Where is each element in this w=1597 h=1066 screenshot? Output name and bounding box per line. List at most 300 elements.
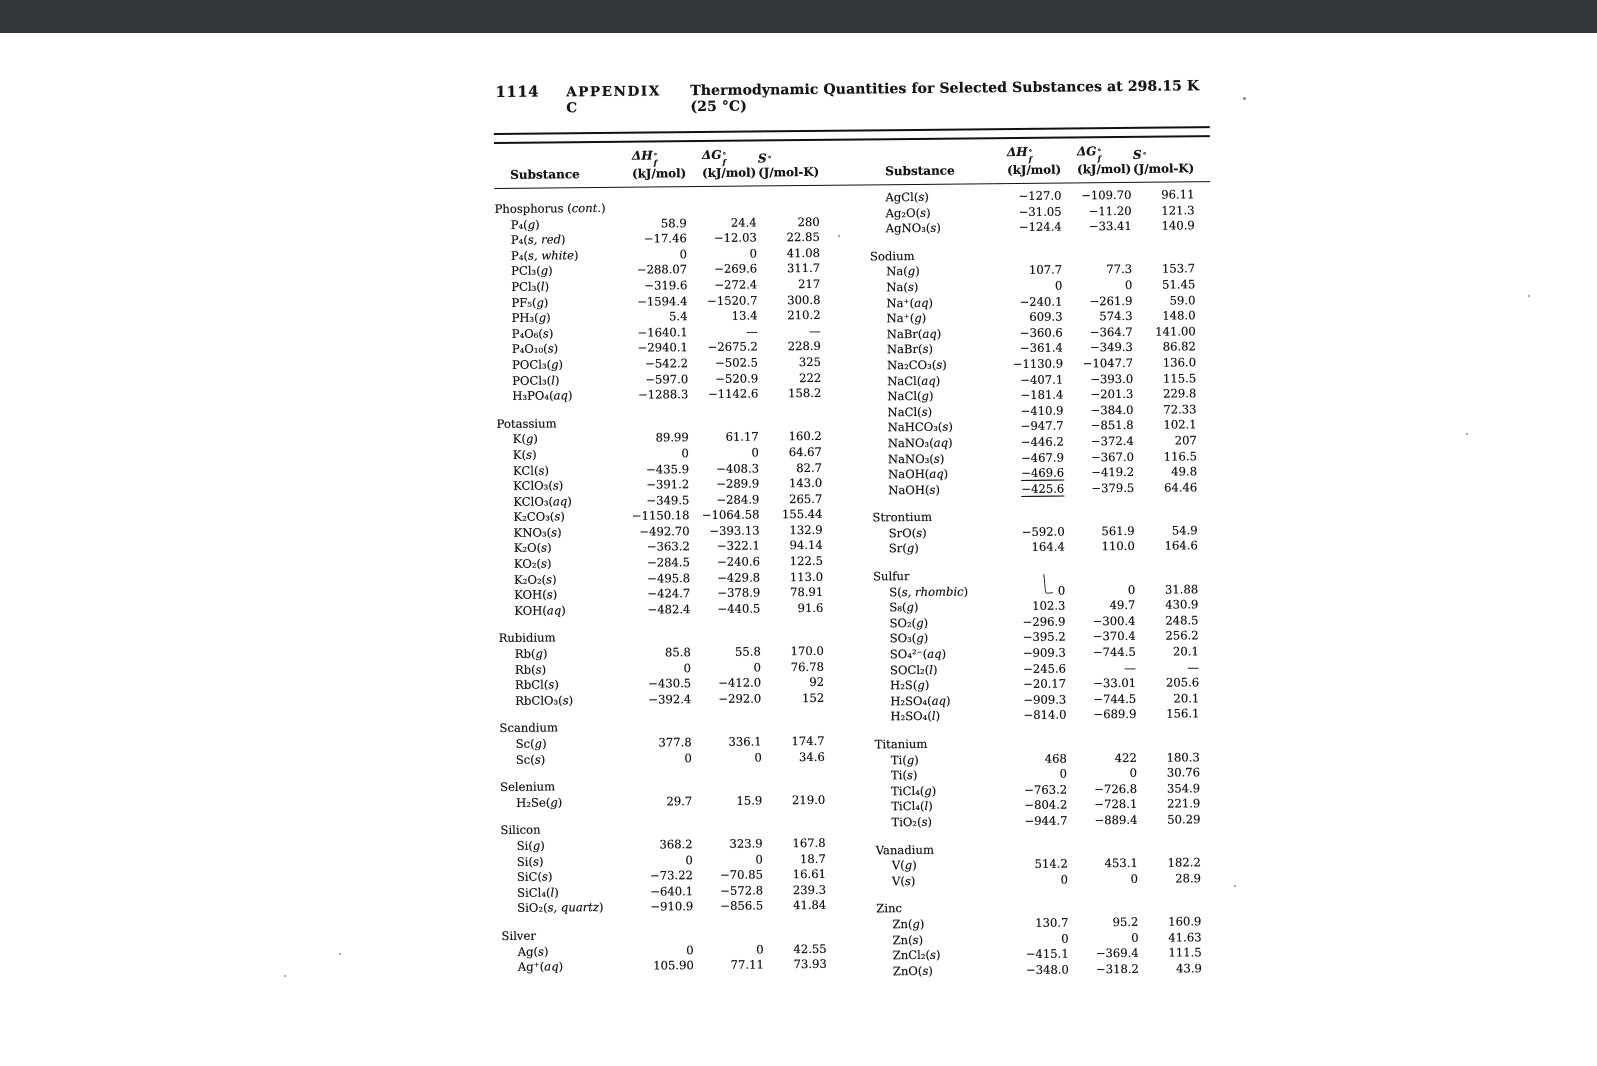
section-rows — [873, 523, 1207, 557]
section-rows — [500, 734, 834, 768]
delta-h-cell: −1594.4 — [637, 293, 688, 309]
entropy-cell: 222 — [798, 370, 822, 385]
entropy-cell: 207 — [1174, 433, 1197, 448]
substance-cell: SiCl₄(l) — [517, 885, 559, 900]
delta-g-cell: −240.6 — [716, 554, 761, 569]
entropy-cell: 256.2 — [1165, 628, 1199, 644]
delta-g-cell: −744.5 — [1092, 644, 1136, 660]
delta-h-cell: −391.2 — [646, 477, 690, 492]
column-unit: (J/mol-K) — [758, 164, 820, 180]
entropy-cell: 73.93 — [793, 956, 827, 972]
substance-cell: NaNO₃(aq) — [887, 435, 953, 451]
table-header-left-half — [494, 148, 828, 183]
delta-h-cell: −1150.18 — [631, 508, 690, 523]
delta-g-cell: 77.3 — [1106, 262, 1133, 277]
delta-h-cell: −360.6 — [1019, 325, 1063, 340]
entropy-cell: 217 — [798, 276, 821, 292]
delta-h-cell: −495.8 — [647, 570, 691, 586]
table-row — [501, 898, 835, 917]
delta-g-cell: −318.2 — [1095, 961, 1139, 976]
delta-g-cell: −292.0 — [718, 691, 762, 706]
delta-g-cell: −272.4 — [714, 277, 758, 292]
table-row — [874, 707, 1208, 726]
section-header: Strontium — [872, 510, 933, 525]
delta-g-cell: −369.4 — [1095, 945, 1139, 961]
delta-g-cell: 0 — [755, 852, 763, 867]
entropy-cell: 221.9 — [1167, 796, 1201, 811]
entropy-cell: 228.9 — [787, 339, 821, 354]
delta-h-cell: −363.2 — [646, 539, 690, 555]
delta-h-cell: −410.9 — [1020, 403, 1064, 418]
delta-h-cell: −947.7 — [1020, 418, 1064, 434]
section-rows — [876, 914, 1211, 980]
entropy-cell: 164.6 — [1164, 538, 1198, 554]
substance-cell: K₂O(s) — [513, 540, 552, 556]
delta-g-cell: −856.5 — [720, 898, 764, 914]
delta-g-cell: 0 — [749, 246, 758, 261]
delta-h-cell: −910.9 — [650, 899, 694, 914]
entropy-cell: — — [809, 323, 821, 338]
substance-cell: RbCl(s) — [515, 677, 559, 693]
entropy-cell: 102.1 — [1163, 417, 1197, 432]
delta-h-cell: −1640.1 — [637, 324, 688, 340]
delta-g-cell: −408.3 — [716, 460, 760, 476]
entropy-cell: 64.67 — [788, 444, 822, 460]
table-section — [500, 820, 835, 917]
delta-h-cell: −73.22 — [649, 868, 694, 883]
entropy-cell: 82.7 — [796, 460, 823, 475]
table-header-row — [494, 137, 1210, 184]
substance-cell: K(g) — [512, 431, 538, 447]
delta-h-cell: 0 — [683, 660, 692, 675]
entropy-cell: 280 — [797, 214, 820, 229]
substance-cell: POCl₃(g) — [511, 357, 564, 372]
substance-cell: PCl₃(l) — [511, 279, 550, 294]
delta-h-cell: 0 — [679, 246, 688, 262]
entropy-cell: 76.78 — [790, 659, 825, 674]
entropy-cell: 96.11 — [1161, 187, 1195, 202]
column-header-substance: Substance — [885, 163, 955, 179]
substance-cell: KOH(s) — [514, 587, 558, 603]
entropy-cell: 160.9 — [1168, 914, 1202, 929]
substance-cell: NaCl(g) — [887, 388, 934, 404]
delta-h-cell: 29.7 — [666, 793, 693, 809]
delta-h-cell: 0 — [1061, 931, 1069, 946]
substance-cell: P₄O₁₀(s) — [511, 341, 559, 357]
delta-g-cell: — — [746, 324, 758, 339]
delta-h-cell: 0 — [685, 852, 693, 867]
entropy-cell: 78.91 — [789, 585, 824, 600]
delta-g-cell: −851.8 — [1090, 418, 1134, 433]
table-row — [502, 957, 836, 976]
entropy-cell: 219.0 — [791, 792, 826, 807]
delta-g-cell: −726.8 — [1094, 781, 1138, 797]
entropy-cell: 64.46 — [1163, 479, 1198, 495]
delta-g-cell: −572.8 — [720, 883, 764, 898]
delta-g-cell: 0 — [1131, 930, 1139, 945]
delta-g-cell: 15.9 — [736, 793, 763, 808]
section-rows — [873, 582, 1208, 726]
entropy-cell: 354.9 — [1166, 781, 1201, 796]
delta-h-cell: −415.1 — [1025, 946, 1069, 962]
delta-h-cell: 58.9 — [660, 215, 687, 230]
page-title: Thermodynamic Quantities for Selected Substances at 298.15 K (25 °C) — [690, 78, 1200, 116]
entropy-cell: 160.2 — [788, 429, 822, 444]
substance-cell: Zn(g) — [892, 916, 925, 932]
table-section — [869, 187, 1203, 237]
entropy-cell: 30.76 — [1166, 765, 1201, 780]
delta-g-cell: 323.9 — [729, 836, 763, 851]
delta-g-cell: 0 — [1127, 582, 1136, 597]
table-section — [870, 246, 1206, 499]
column-unit: (J/mol-K) — [1133, 161, 1195, 176]
delta-h-cell: 102.3 — [1032, 598, 1066, 614]
delta-g-cell: 574.3 — [1099, 309, 1133, 324]
table-right-column — [869, 187, 1211, 979]
table-body — [494, 187, 1218, 983]
entropy-cell: 50.29 — [1167, 812, 1201, 827]
entropy-cell: 113.0 — [789, 569, 824, 584]
section-header: Titanium — [874, 736, 928, 752]
entropy-cell: 140.9 — [1161, 218, 1195, 233]
entropy-cell: 72.33 — [1163, 401, 1197, 417]
delta-g-cell: 0 — [751, 445, 759, 460]
delta-g-cell: −384.0 — [1090, 402, 1134, 418]
delta-g-cell: — — [1124, 660, 1137, 675]
entropy-cell: 182.2 — [1167, 855, 1201, 870]
delta-g-cell: 0 — [753, 660, 762, 675]
substance-cell: S₈(g) — [889, 600, 919, 615]
substance-cell: Ti(s) — [890, 768, 918, 783]
delta-h-cell: 0 — [1054, 278, 1063, 293]
column-unit: (kJ/mol) — [1007, 162, 1062, 178]
column-unit: (kJ/mol) — [632, 166, 687, 181]
entropy-cell: 20.1 — [1173, 691, 1200, 706]
delta-g-cell: −412.0 — [718, 675, 762, 691]
column-header-delta-h: ΔH ° f (kJ/mol) — [1006, 144, 1062, 178]
table-row — [499, 691, 833, 710]
substance-cell: H₃PO₄(aq) — [512, 388, 573, 403]
section-header: Sodium — [869, 248, 915, 264]
column-header-substance: Substance — [510, 167, 580, 182]
substance-cell: Na⁺(aq) — [886, 295, 934, 310]
delta-g-cell: −393.13 — [709, 523, 760, 538]
substance-cell: TiO₂(s) — [891, 814, 933, 830]
entropy-cell: 34.6 — [798, 749, 825, 764]
delta-g-cell: 0 — [1129, 766, 1138, 781]
substance-cell: NaHCO₃(s) — [887, 419, 953, 435]
section-rows — [499, 644, 834, 710]
table-row — [872, 480, 1206, 499]
substance-cell: KOH(aq) — [514, 603, 566, 618]
substance-cell: Na₂CO₃(s) — [886, 357, 947, 373]
delta-h-cell: 89.99 — [655, 430, 689, 445]
section-header: Phosphorus (cont.) — [494, 200, 606, 216]
entropy-cell: 248.5 — [1165, 613, 1199, 628]
substance-cell: V(s) — [891, 873, 916, 888]
entropy-cell: 92 — [809, 675, 825, 690]
substance-cell: KClO₃(s) — [513, 478, 564, 493]
substance-cell: NaCl(aq) — [887, 373, 941, 388]
table-section — [499, 628, 834, 709]
substance-cell: Na⁺(g) — [886, 311, 927, 326]
delta-h-cell: −435.9 — [646, 461, 690, 477]
entropy-cell: 42.55 — [793, 941, 827, 956]
delta-h-cell: 0 — [686, 942, 694, 957]
entropy-cell: 170.0 — [790, 643, 824, 659]
delta-g-cell: −520.9 — [715, 371, 759, 386]
section-rows — [875, 750, 1210, 831]
delta-h-cell: −288.07 — [636, 262, 688, 278]
delta-h-cell: 0 — [1059, 766, 1068, 781]
table-row — [500, 749, 834, 768]
table-section — [501, 926, 835, 976]
delta-h-cell: −944.7 — [1024, 813, 1068, 828]
entropy-cell: 51.45 — [1162, 277, 1196, 292]
scan-speck — [1234, 885, 1236, 887]
scan-speck — [339, 953, 341, 955]
delta-h-cell: −482.4 — [647, 601, 691, 617]
delta-h-cell: −31.05 — [1018, 204, 1062, 219]
delta-h-cell: 468 — [1044, 751, 1067, 766]
delta-g-cell: −1064.58 — [701, 507, 760, 523]
delta-h-cell: 514.2 — [1034, 856, 1068, 871]
table-section — [872, 507, 1206, 557]
delta-g-cell: −393.0 — [1090, 371, 1134, 386]
delta-h-cell: −395.2 — [1022, 629, 1066, 645]
substance-cell: S(s, rhombic) — [889, 584, 969, 599]
substance-cell: Ag₂O(s) — [885, 205, 931, 220]
section-rows — [870, 262, 1206, 499]
entropy-cell: 143.0 — [788, 475, 823, 491]
entropy-cell: 141.00 — [1155, 324, 1196, 339]
delta-h-cell: −469.6 — [1021, 465, 1065, 481]
entropy-cell: 167.8 — [792, 835, 826, 851]
entropy-cell: 54.9 — [1171, 523, 1198, 538]
delta-h-cell: −597.0 — [645, 371, 689, 387]
page-number: 1114 — [495, 82, 540, 101]
entropy-cell: 59.0 — [1169, 292, 1196, 308]
delta-g-cell: 0 — [754, 750, 762, 765]
entropy-cell: 20.1 — [1172, 644, 1199, 659]
delta-g-cell: −33.01 — [1093, 676, 1137, 691]
delta-g-cell: −379.5 — [1091, 480, 1135, 495]
delta-h-cell: 0 — [681, 446, 689, 461]
scan-speck — [284, 975, 286, 977]
entropy-cell: — — [1187, 659, 1200, 674]
delta-h-cell: −124.4 — [1018, 219, 1062, 235]
delta-h-cell: 164.4 — [1031, 540, 1065, 555]
delta-h-cell: −181.4 — [1020, 387, 1064, 403]
delta-h-cell: −814.0 — [1023, 707, 1067, 723]
section-header: Potassium — [496, 416, 557, 431]
delta-g-cell: 55.8 — [734, 644, 761, 659]
entropy-cell: 41.08 — [786, 245, 821, 260]
sup-sub-stack: ° f — [1097, 147, 1102, 163]
page-heading — [495, 76, 1209, 117]
delta-g-cell: 110.0 — [1101, 539, 1135, 554]
delta-g-cell: −12.03 — [713, 230, 757, 246]
entropy-cell: 16.61 — [792, 867, 827, 882]
entropy-cell: 300.8 — [787, 292, 821, 307]
delta-g-cell: 49.7 — [1109, 598, 1136, 613]
delta-g-cell: 77.11 — [730, 957, 764, 972]
table-row — [873, 539, 1207, 558]
entropy-cell: 155.44 — [781, 507, 823, 522]
table-header-right-half — [869, 144, 1203, 179]
delta-h-cell: 377.8 — [658, 735, 692, 750]
entropy-cell: 122.5 — [789, 553, 823, 569]
delta-g-cell: −284.9 — [716, 492, 760, 507]
section-rows — [502, 941, 836, 975]
substance-cell: Sr(g) — [888, 541, 919, 556]
substance-cell: SO₃(g) — [889, 631, 929, 646]
entropy-cell: 136.0 — [1162, 355, 1197, 370]
delta-h-cell: −492.70 — [639, 524, 690, 539]
delta-g-cell: 24.4 — [730, 215, 757, 230]
substance-cell: Rb(s) — [514, 662, 547, 677]
delta-h-cell: −245.6 — [1023, 661, 1067, 676]
section-header: Selenium — [500, 779, 556, 795]
delta-h-cell: 609.3 — [1029, 309, 1063, 325]
substance-cell: Ti(g) — [890, 752, 919, 767]
table-row — [876, 871, 1210, 890]
delta-g-cell: −349.3 — [1089, 340, 1133, 355]
table-row — [870, 218, 1204, 237]
entropy-cell: 91.6 — [797, 600, 824, 615]
delta-g-cell: −378.9 — [717, 585, 761, 601]
substance-cell: TiCl₄(l) — [891, 799, 933, 814]
section-rows — [497, 429, 833, 619]
substance-cell: SOCl₂(l) — [889, 662, 938, 677]
scan-speck — [1466, 433, 1468, 435]
delta-h-cell: −542.2 — [645, 356, 689, 371]
delta-h-cell: −284.5 — [646, 555, 691, 570]
scanned-sheet — [493, 76, 1218, 983]
entropy-cell: 153.7 — [1161, 261, 1196, 276]
delta-h-cell: 130.7 — [1035, 915, 1069, 930]
table-section — [873, 566, 1208, 725]
delta-g-cell: −440.5 — [717, 601, 761, 616]
delta-h-cell: −20.17 — [1023, 676, 1067, 692]
section-rows — [869, 187, 1203, 237]
entropy-cell: 115.5 — [1162, 370, 1197, 386]
delta-h-cell: −592.0 — [1021, 524, 1065, 539]
substance-cell: NaOH(s) — [888, 482, 941, 497]
delta-g-cell: 0 — [756, 941, 764, 957]
column-unit: (kJ/mol) — [1077, 161, 1132, 177]
table-section — [494, 199, 830, 405]
entropy-cell: 41.63 — [1168, 929, 1202, 945]
substance-cell: ZnCl₂(s) — [892, 947, 941, 963]
delta-h-cell: 105.90 — [653, 958, 694, 973]
entropy-cell: 22.85 — [786, 230, 820, 245]
section-header: Vanadium — [875, 842, 934, 857]
substance-cell: Si(g) — [516, 838, 545, 853]
entropy-cell: 156.1 — [1166, 706, 1200, 721]
entropy-cell: 31.88 — [1164, 581, 1199, 597]
delta-g-cell: −429.8 — [717, 570, 761, 585]
delta-h-cell: −349.5 — [646, 492, 690, 508]
substance-cell: NaBr(s) — [886, 342, 934, 357]
substance-cell: SO₄²⁻(aq) — [889, 646, 947, 662]
substance-cell: H₂Se(g) — [516, 795, 563, 810]
viewer-topbar — [0, 0, 1597, 33]
entropy-cell: 111.5 — [1168, 945, 1202, 960]
delta-h-cell: −640.1 — [650, 883, 694, 899]
delta-h-cell: 0 — [1003, 583, 1065, 599]
delta-g-cell: −1142.6 — [707, 386, 759, 402]
delta-h-cell: −1130.9 — [1012, 356, 1064, 371]
substance-cell: P₄(g) — [510, 217, 540, 232]
delta-h-cell: 107.7 — [1028, 262, 1063, 278]
delta-g-cell: −1047.7 — [1082, 355, 1134, 371]
delta-g-cell: 422 — [1114, 750, 1137, 765]
delta-g-cell: −70.85 — [719, 867, 764, 883]
delta-h-cell: 0 — [684, 750, 692, 765]
table-section — [875, 734, 1210, 831]
delta-h-cell: −17.46 — [643, 231, 687, 246]
section-header: Sulfur — [873, 569, 910, 584]
substance-cell: Zn(s) — [892, 932, 924, 947]
delta-g-cell: −689.9 — [1093, 707, 1137, 722]
table-row — [500, 793, 834, 812]
table-section — [876, 899, 1211, 980]
substance-cell: AgCl(s) — [885, 189, 929, 205]
substance-cell: NaCl(s) — [887, 404, 933, 419]
substance-cell: P₄(s, red) — [510, 232, 566, 248]
delta-h-cell: −909.3 — [1023, 692, 1067, 707]
entropy-cell: 210.2 — [787, 308, 821, 323]
delta-g-cell: 0 — [1130, 871, 1139, 886]
section-rows — [495, 214, 831, 404]
substance-cell: AgNO₃(s) — [885, 220, 941, 236]
substance-cell: ZnO(s) — [892, 963, 933, 978]
entropy-cell: 158.2 — [788, 385, 822, 401]
delta-h-cell: 5.4 — [669, 309, 688, 324]
delta-g-cell: −2675.2 — [707, 339, 758, 355]
column-header-delta-h: ΔH ° f (kJ/mol) — [631, 148, 687, 181]
entropy-cell: 430.9 — [1165, 597, 1199, 612]
table-section — [497, 414, 833, 620]
substance-cell: KNO₃(s) — [513, 525, 562, 540]
delta-g-cell: −33.41 — [1088, 219, 1132, 234]
delta-h-cell: −296.9 — [1022, 614, 1066, 629]
substance-cell: Rb(g) — [514, 646, 548, 661]
delta-g-cell: −367.0 — [1090, 449, 1135, 464]
sup-sub-stack: ° f — [653, 151, 658, 167]
delta-h-cell: −763.2 — [1024, 782, 1068, 797]
delta-g-cell: −269.6 — [714, 261, 758, 277]
table-row — [877, 961, 1211, 980]
delta-g-cell: −11.20 — [1088, 203, 1132, 218]
delta-g-cell: 561.9 — [1101, 523, 1135, 539]
delta-h-cell: −909.3 — [1022, 645, 1066, 660]
scan-speck — [838, 235, 840, 237]
entropy-cell: 174.7 — [791, 733, 825, 749]
delta-h-cell: −127.0 — [1018, 188, 1062, 203]
document-page — [0, 33, 1597, 1066]
substance-cell: NaOH(aq) — [888, 466, 949, 482]
sup-sub-stack: ° — [767, 154, 772, 164]
table-row — [496, 386, 830, 405]
substance-cell: H₂S(g) — [890, 678, 930, 693]
table-left-column — [494, 191, 836, 983]
delta-g-cell: −502.5 — [715, 355, 759, 370]
substance-cell: PF₅(g) — [511, 295, 549, 310]
delta-h-cell: −392.4 — [648, 691, 692, 707]
delta-g-cell: −300.4 — [1092, 613, 1136, 629]
